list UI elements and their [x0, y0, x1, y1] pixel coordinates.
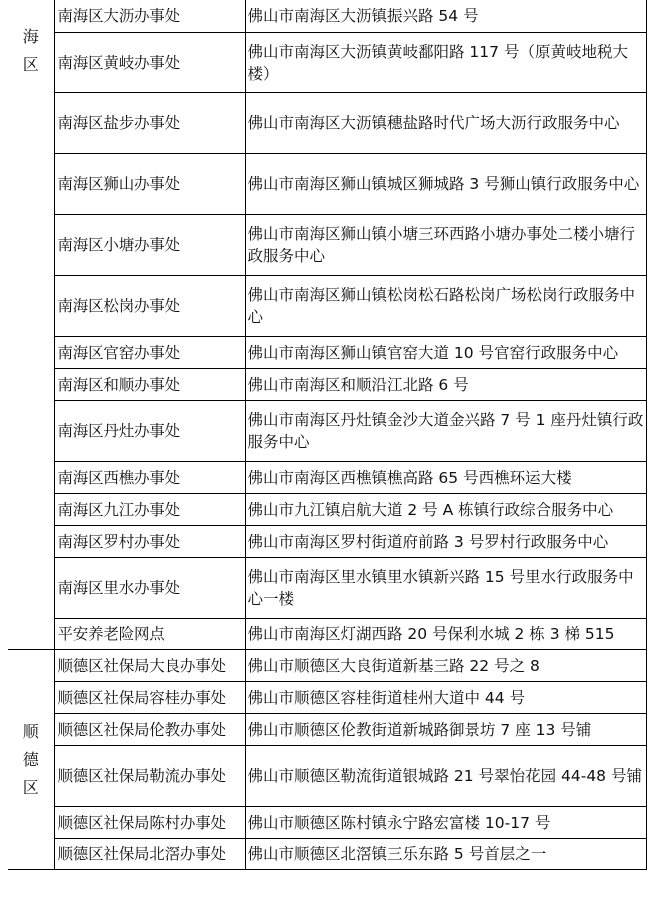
office-name: 南海区小塘办事处	[54, 215, 245, 276]
office-name: 南海区西樵办事处	[54, 462, 245, 494]
table-row	[8, 746, 646, 807]
office-name: 南海区大沥办事处	[54, 0, 245, 33]
office-name: 顺德区社保局勒流办事处	[54, 746, 245, 807]
office-address: 佛山市顺德区勒流街道银城路 21 号翠怡花园 44-48 号铺	[245, 746, 646, 807]
office-name: 南海区罗村办事处	[54, 526, 245, 558]
office-address: 佛山市顺德区北滘镇三乐东路 5 号首层之一	[245, 839, 646, 870]
table-row	[8, 154, 646, 215]
office-name: 顺德区社保局大良办事处	[54, 650, 245, 682]
table-row	[8, 807, 646, 839]
office-name: 南海区丹灶办事处	[54, 401, 245, 462]
table-row	[8, 714, 646, 746]
office-name: 顺德区社保局伦教办事处	[54, 714, 245, 746]
office-name: 南海区狮山办事处	[54, 154, 245, 215]
table-row	[8, 93, 646, 154]
table-row	[8, 558, 646, 619]
table-row	[8, 619, 646, 650]
office-address: 佛山市南海区大沥镇黄岐鄱阳路 117 号（原黄岐地税大楼）	[245, 33, 646, 93]
office-address: 佛山市南海区大沥镇振兴路 54 号	[245, 0, 646, 33]
table-row	[8, 33, 646, 93]
table-row	[8, 462, 646, 494]
office-address: 佛山市南海区狮山镇小塘三环西路小塘办事处二楼小塘行政服务中心	[245, 215, 646, 276]
office-address: 佛山市南海区灯湖西路 20 号保利水城 2 栋 3 梯 515	[245, 619, 646, 650]
office-address: 佛山市顺德区陈村镇永宁路宏富楼 10-17 号	[245, 807, 646, 839]
table-row	[8, 839, 646, 870]
table-row	[8, 369, 646, 401]
district-cell-nanhai	[8, 0, 54, 650]
office-name: 南海区里水办事处	[54, 558, 245, 619]
table-row	[8, 215, 646, 276]
office-address: 佛山市南海区狮山镇城区狮城路 3 号狮山镇行政服务中心	[245, 154, 646, 215]
table-row	[8, 494, 646, 526]
office-address: 佛山市南海区和顺沿江北路 6 号	[245, 369, 646, 401]
office-name: 南海区黄岐办事处	[54, 33, 245, 93]
office-address: 佛山市顺德区大良街道新基三路 22 号之 8	[245, 650, 646, 682]
table-row	[8, 276, 646, 337]
district-label: 顺 德 区	[22, 721, 39, 797]
office-address: 佛山市南海区狮山镇官窑大道 10 号官窑行政服务中心	[245, 337, 646, 369]
office-name: 南海区盐步办事处	[54, 93, 245, 154]
table-row	[8, 401, 646, 462]
table-row	[8, 337, 646, 369]
office-address: 佛山市顺德区容桂街道桂州大道中 44 号	[245, 682, 646, 714]
table-row	[8, 650, 646, 682]
office-address: 佛山市南海区狮山镇松岗松石路松岗广场松岗行政服务中心	[245, 276, 646, 337]
office-name: 南海区九江办事处	[54, 494, 245, 526]
office-address: 佛山市顺德区伦教街道新城路御景坊 7 座 13 号铺	[245, 714, 646, 746]
district-label: 海 区	[22, 27, 39, 74]
office-address: 佛山市南海区西樵镇樵高路 65 号西樵环运大楼	[245, 462, 646, 494]
table-row	[8, 682, 646, 714]
office-address: 佛山市南海区丹灶镇金沙大道金兴路 7 号 1 座丹灶镇行政服务中心	[245, 401, 646, 462]
office-address: 佛山市南海区里水镇里水镇新兴路 15 号里水行政服务中心一楼	[245, 558, 646, 619]
office-name: 顺德区社保局北滘办事处	[54, 839, 245, 870]
table-row	[8, 0, 646, 33]
district-cell-shunde	[8, 650, 54, 870]
office-name: 平安养老险网点	[54, 619, 245, 650]
office-name: 南海区和顺办事处	[54, 369, 245, 401]
service-office-table	[8, 0, 647, 870]
office-name: 顺德区社保局陈村办事处	[54, 807, 245, 839]
office-name: 顺德区社保局容桂办事处	[54, 682, 245, 714]
office-address: 佛山市九江镇启航大道 2 号 A 栋镇行政综合服务中心	[245, 494, 646, 526]
office-name: 南海区松岗办事处	[54, 276, 245, 337]
office-address: 佛山市南海区罗村街道府前路 3 号罗村行政服务中心	[245, 526, 646, 558]
office-name: 南海区官窑办事处	[54, 337, 245, 369]
office-address: 佛山市南海区大沥镇穗盐路时代广场大沥行政服务中心	[245, 93, 646, 154]
table-row	[8, 526, 646, 558]
